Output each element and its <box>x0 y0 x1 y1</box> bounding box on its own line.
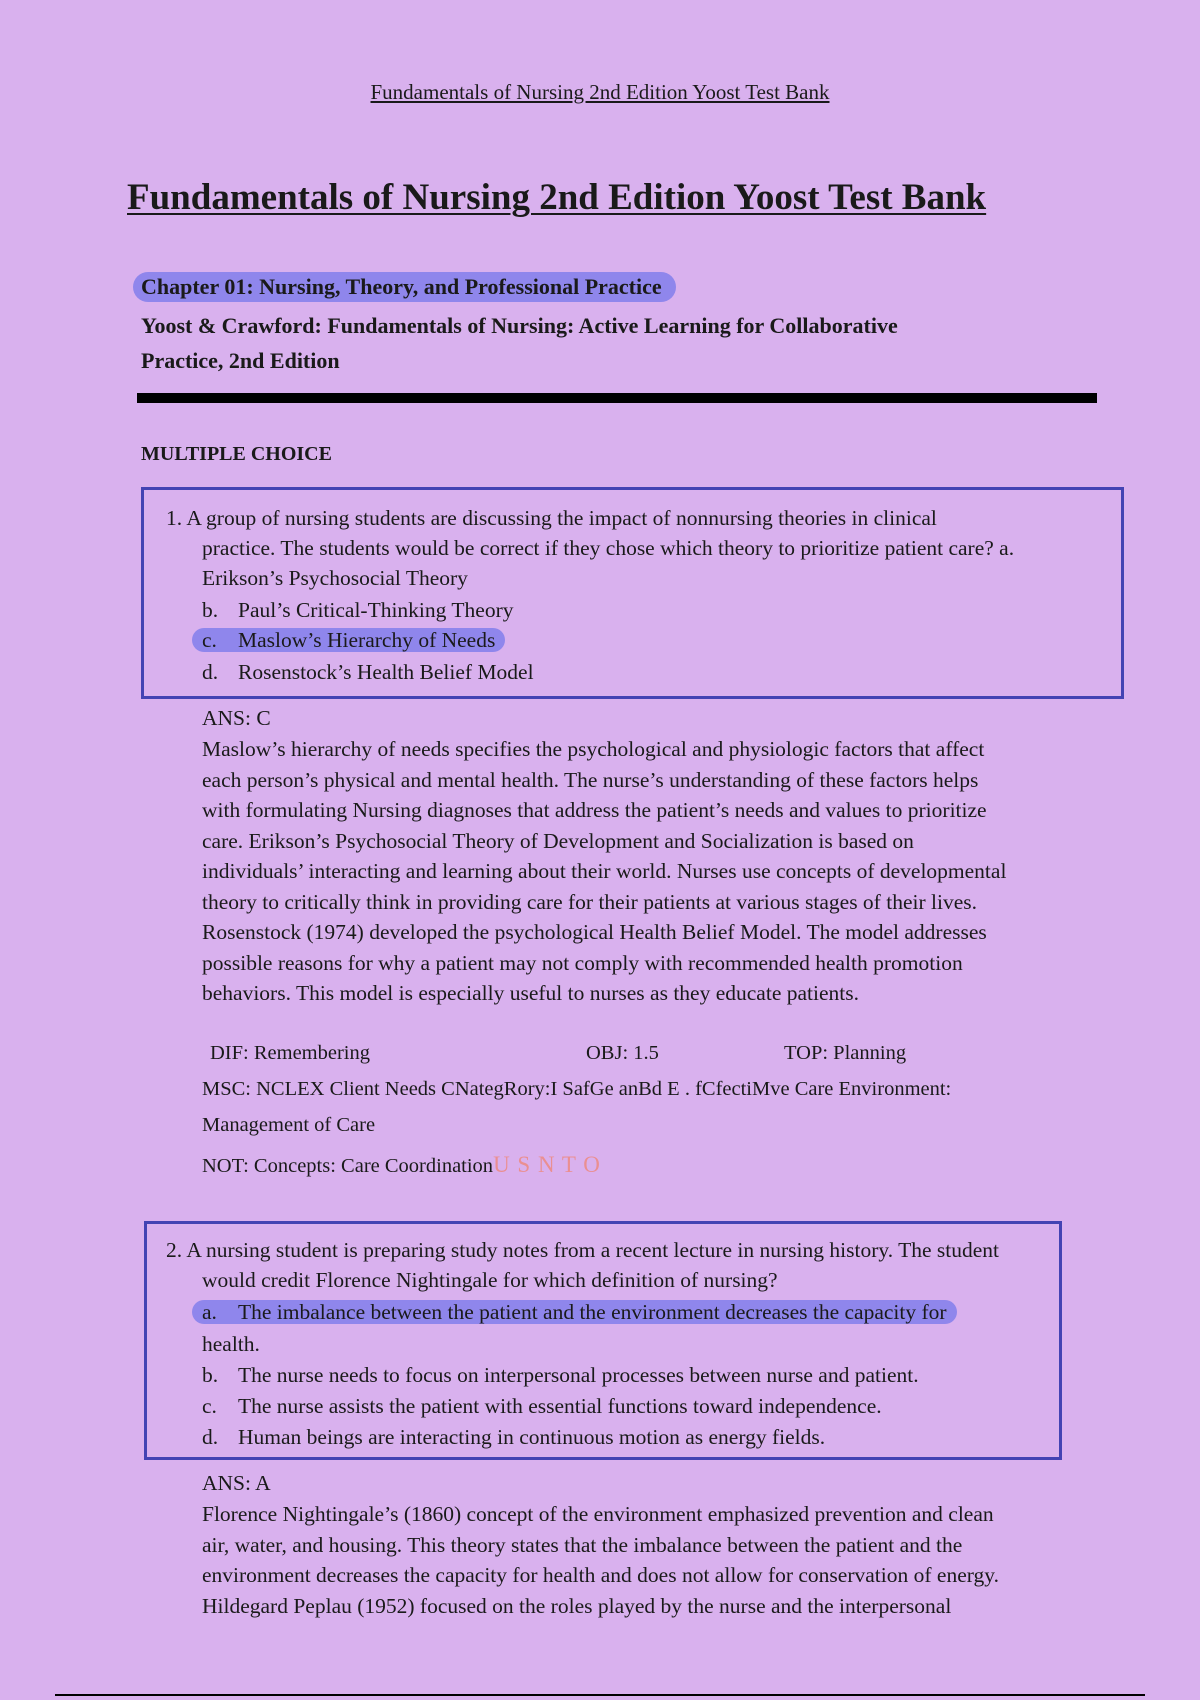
q1-option-c <box>202 625 505 656</box>
book-citation <box>141 308 1091 378</box>
chapter-heading-highlight: Chapter 01: Nursing, Theory, and Professional Practice <box>133 272 676 302</box>
q1-answer: ANS: C <box>202 706 271 730</box>
q1-stem-line-3: Erikson’s Psychosocial Theory <box>202 566 468 590</box>
q2-answer: ANS: A <box>202 1471 271 1495</box>
q1-rationale-line: Rosenstock (1974) developed the psychological Health Belief Model. The model addresses <box>202 920 987 944</box>
q2-rationale-line: air, water, and housing. This theory states that the imbalance between the patient and the <box>202 1532 963 1557</box>
q2-rationale-line: Hildegard Peplau (1952) focused on the roles played by the nurse and the interpersonal <box>202 1593 952 1618</box>
q1-rationale-line: individuals’ interacting and learning about their world. Nurses use concepts of developmental <box>202 859 1007 883</box>
q1-msc-line-2: Management of Care <box>202 1114 376 1136</box>
q2-option-d <box>202 1422 825 1453</box>
q1-option-b-text: Paul’s Critical-Thinking Theory <box>238 598 514 622</box>
q2-option-c-letter: c. <box>202 1394 217 1418</box>
q1-not-text: NOT: Concepts: Care Coordination <box>202 1155 494 1177</box>
page-bottom-divider <box>55 1694 1145 1696</box>
q2-stem-line-2: would credit Florence Nightingale for which definition of nursing? <box>202 1268 778 1292</box>
q1-not <box>202 1152 601 1178</box>
q1-option-b <box>202 595 513 626</box>
q2-option-a-continued: health. <box>202 1332 260 1356</box>
q1-option-b-letter: b. <box>202 598 219 622</box>
q1-rationale-line: theory to critically think in providing care for their patients at various stages of their lives. <box>202 889 977 914</box>
q1-msc-line-1: MSC: NCLEX Client Needs CNategRory:I SafGe anBd E . fCfectiMve Care Environment: <box>202 1078 952 1100</box>
q1-rationale <box>202 734 1006 1009</box>
q2-option-b <box>202 1360 919 1391</box>
q2-option-a <box>202 1297 957 1328</box>
q2-option-c-text: The nurse assists the patient with essential functions toward independence. <box>238 1394 882 1418</box>
q1-rationale-line: possible reasons for why a patient may not comply with recommended health promotion <box>202 950 963 975</box>
q1-topic: TOP: Planning <box>784 1042 907 1064</box>
q1-rationale-line: with formulating Nursing diagnoses that address the patient’s needs and values to prioritize <box>202 798 987 822</box>
document-title: Fundamentals of Nursing 2nd Edition Yoost Test Bank <box>127 177 987 218</box>
q1-rationale-line: each person’s physical and mental health. The nurse’s understanding of these factors helps <box>202 767 979 792</box>
q2-option-d-text: Human beings are interacting in continuous motion as energy fields. <box>238 1425 826 1449</box>
q1-stem-line-2: practice. The students would be correct if they chose which theory to prioritize patient care? a. <box>202 536 1015 560</box>
q2-rationale-line: Florence Nightingale’s (1860) concept of the environment emphasized prevention and clean <box>202 1502 994 1526</box>
q1-not-ghost-letters: U S N T O <box>493 1152 601 1177</box>
section-divider <box>137 393 1097 403</box>
book-citation-line-1: Yoost & Crawford: Fundamentals of Nursing: Active Learning for Collaborative <box>141 313 898 338</box>
q1-option-d-letter: d. <box>202 660 219 684</box>
q1-option-d <box>202 657 534 688</box>
section-heading: MULTIPLE CHOICE <box>141 443 332 465</box>
q1-objective: OBJ: 1.5 <box>586 1042 659 1064</box>
q1-option-d-text: Rosenstock’s Health Belief Model <box>238 660 534 684</box>
q2-option-b-letter: b. <box>202 1363 219 1387</box>
q2-option-a-highlight <box>192 1300 957 1324</box>
book-citation-line-2: Practice, 2nd Edition <box>141 348 340 373</box>
q1-option-c-letter: c. <box>202 628 217 652</box>
q1-stem-line-1: 1. A group of nursing students are discussing the impact of nonnursing theories in clinical <box>166 506 937 530</box>
q2-stem-line-1: 2. A nursing student is preparing study notes from a recent lecture in nursing history. The student <box>166 1238 999 1262</box>
q1-rationale-line: Maslow’s hierarchy of needs specifies the psychological and physiologic factors that affect <box>202 737 985 761</box>
q1-difficulty: DIF: Remembering <box>210 1042 370 1064</box>
q2-rationale-line: environment decreases the capacity for health and does not allow for conservation of energy. <box>202 1563 999 1587</box>
q1-option-c-text: Maslow’s Hierarchy of Needs <box>238 628 496 652</box>
q2-option-a-text: The imbalance between the patient and the environment decreases the capacity for <box>238 1300 947 1324</box>
q1-option-c-highlight <box>192 628 505 652</box>
q2-rationale <box>202 1499 999 1621</box>
q1-rationale-line: care. Erikson’s Psychosocial Theory of Development and Socialization is based on <box>202 828 914 853</box>
q2-option-a-letter: a. <box>202 1300 217 1324</box>
q2-option-d-letter: d. <box>202 1425 219 1449</box>
running-header: Fundamentals of Nursing 2nd Edition Yoost Test Bank <box>370 80 830 104</box>
q2-option-c <box>202 1391 882 1422</box>
q2-option-b-text: The nurse needs to focus on interpersonal processes between nurse and patient. <box>238 1363 919 1387</box>
q1-rationale-line: behaviors. This model is especially useful to nurses as they educate patients. <box>202 981 859 1005</box>
